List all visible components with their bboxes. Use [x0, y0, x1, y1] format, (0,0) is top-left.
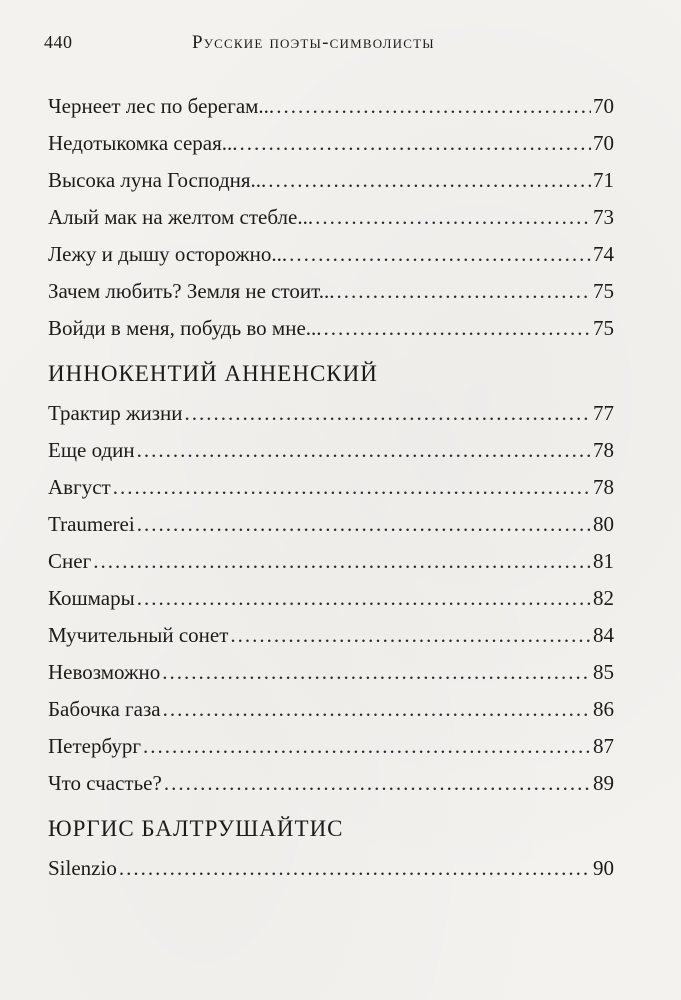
toc-entry-title: Еще один: [48, 438, 135, 462]
toc-entry-page: 87: [593, 734, 614, 758]
dot-leader: [184, 395, 591, 432]
dot-leader: [289, 236, 591, 273]
toc-entry-page: 82: [593, 586, 614, 610]
toc-entry-title: Снег: [48, 549, 92, 573]
toc-entry: [48, 395, 614, 432]
dot-leader: [137, 580, 591, 617]
toc-entry: [48, 765, 614, 802]
toc-entry: [48, 728, 614, 765]
dot-leader: [230, 617, 591, 654]
toc-entry-page: 86: [593, 697, 614, 721]
toc-entry-page: 90: [593, 856, 614, 880]
dot-leader: [113, 469, 591, 506]
dot-leader: [163, 691, 591, 728]
toc-entry-title: Август: [48, 475, 111, 499]
toc-entry-title: Лежу и дышу осторожно...: [48, 242, 288, 266]
table-of-contents: [48, 88, 614, 887]
dot-leader: [268, 162, 591, 199]
toc-entry-page: 78: [593, 438, 614, 462]
toc-entry-title: Что счастье?: [48, 771, 162, 795]
dot-leader: [276, 88, 591, 125]
page-header: [44, 32, 634, 60]
toc-entry-title: Чернеет лес по берегам...: [48, 94, 275, 118]
toc-entry-page: 77: [593, 401, 614, 425]
toc-entry-title: Алый мак на желтом стебле...: [48, 205, 314, 229]
toc-entry-page: 80: [593, 512, 614, 536]
toc-entry: [48, 506, 614, 543]
toc-entry-title: Высока луна Господня...: [48, 168, 267, 192]
toc-entry: [48, 199, 614, 236]
dot-leader: [315, 199, 591, 236]
toc-entry-page: 78: [593, 475, 614, 499]
toc-entry-page: 75: [593, 316, 614, 340]
section-heading-annensky: ИННОКЕНТИЙ АННЕНСКИЙ: [48, 361, 378, 386]
toc-entry: [48, 125, 614, 162]
toc-entry-page: 89: [593, 771, 614, 795]
toc-entry-title: Невозможно: [48, 660, 161, 684]
toc-entry: [48, 310, 614, 347]
dot-leader: [137, 432, 591, 469]
toc-entry: [48, 617, 614, 654]
toc-entry-title: Бабочка газа: [48, 697, 161, 721]
toc-entry-title: Зачем любить? Земля не стоит...: [48, 279, 335, 303]
dot-leader: [336, 273, 591, 310]
toc-entry: [48, 236, 614, 273]
toc-entry-page: 74: [593, 242, 614, 266]
page-number: 440: [44, 32, 73, 52]
toc-entry-title: Кошмары: [48, 586, 135, 610]
dot-leader: [137, 506, 591, 543]
toc-entry-title: Silenzio: [48, 856, 117, 880]
running-title: Русские поэты-символисты: [192, 32, 435, 53]
toc-entry-title: Войди в меня, побудь во мне...: [48, 316, 322, 340]
toc-entry-page: 70: [593, 131, 614, 155]
dot-leader: [143, 728, 591, 765]
toc-entry-page: 75: [593, 279, 614, 303]
toc-entry-page: 70: [593, 94, 614, 118]
toc-entry: [48, 543, 614, 580]
dot-leader: [324, 310, 591, 347]
toc-entry: [48, 469, 614, 506]
toc-entry-title: Недотыкомка серая...: [48, 131, 238, 155]
dot-leader: [164, 765, 591, 802]
toc-entry-title: Трактир жизни: [48, 401, 183, 425]
dot-leader: [119, 850, 591, 887]
toc-entry: [48, 162, 614, 199]
dot-leader: [240, 125, 591, 162]
toc-entry-title: Петербург: [48, 734, 141, 758]
dot-leader: [93, 543, 591, 580]
toc-entry: [48, 273, 614, 310]
toc-entry-title: Мучительный сонет: [48, 623, 229, 647]
toc-entry-title: Traumerei: [48, 512, 135, 536]
toc-entry-page: 73: [593, 205, 614, 229]
toc-entry: [48, 850, 614, 887]
section-heading-baltrushaitis: ЮРГИС БАЛТРУШАЙТИС: [48, 816, 344, 841]
toc-entry-page: 71: [593, 168, 614, 192]
toc-entry: [48, 88, 614, 125]
toc-entry: [48, 432, 614, 469]
toc-entry: [48, 654, 614, 691]
dot-leader: [162, 654, 591, 691]
toc-entry-page: 84: [593, 623, 614, 647]
toc-entry: [48, 691, 614, 728]
toc-entry: [48, 580, 614, 617]
toc-entry-page: 81: [593, 549, 614, 573]
toc-entry-page: 85: [593, 660, 614, 684]
